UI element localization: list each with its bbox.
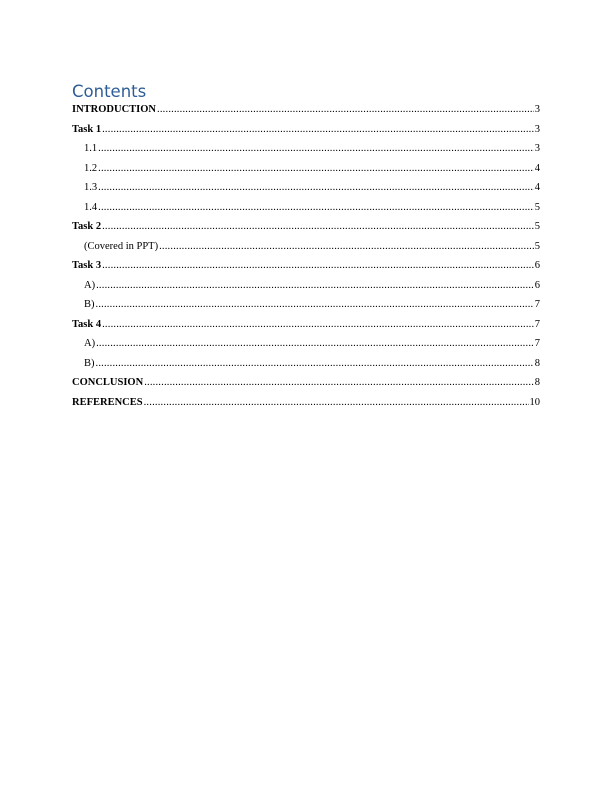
toc-entry-page-number: 4 <box>534 162 540 174</box>
toc-entry-label: Task 1 <box>72 123 102 135</box>
toc-entry-page-number: 3 <box>534 104 540 115</box>
toc-entry-page-number: 10 <box>529 396 540 408</box>
toc-entry-label: Task 2 <box>72 221 102 232</box>
toc-entry[interactable] <box>72 202 540 222</box>
dot-leader <box>102 260 534 271</box>
toc-list <box>72 104 540 416</box>
toc-entry-page-number: 6 <box>534 260 540 271</box>
toc-entry[interactable] <box>72 397 540 417</box>
toc-entry-label: REFERENCES <box>72 396 143 408</box>
toc-entry-page-number: 6 <box>534 279 540 291</box>
toc-entry-label: B) <box>84 357 95 369</box>
dot-leader <box>98 143 534 154</box>
dot-leader <box>102 221 534 232</box>
toc-entry-page-number: 5 <box>534 201 540 213</box>
toc-entry-page-number: 3 <box>534 123 540 135</box>
dot-leader <box>96 338 534 349</box>
dot-leader <box>102 319 534 330</box>
toc-entry-label: 1.2 <box>84 162 98 174</box>
dot-leader <box>98 163 534 174</box>
toc-entry-page-number: 7 <box>534 338 540 349</box>
toc-entry[interactable] <box>72 377 540 397</box>
toc-entry[interactable] <box>72 241 540 261</box>
dot-leader <box>102 124 534 135</box>
toc-entry[interactable] <box>72 182 540 202</box>
dot-leader <box>144 397 529 408</box>
toc-entry-label: 1.1 <box>84 143 98 154</box>
dot-leader <box>157 104 534 115</box>
toc-heading: Contents <box>72 82 147 101</box>
toc-entry-label: A) <box>84 338 96 349</box>
toc-entry[interactable] <box>72 221 540 241</box>
toc-entry[interactable] <box>72 319 540 339</box>
toc-entry[interactable] <box>72 143 540 163</box>
dot-leader <box>96 280 534 291</box>
toc-entry-label: INTRODUCTION <box>72 104 157 115</box>
dot-leader <box>96 358 534 369</box>
toc-entry-page-number: 3 <box>534 143 540 154</box>
toc-entry-page-number: 5 <box>534 221 540 232</box>
toc-entry[interactable] <box>72 104 540 124</box>
toc-entry-page-number: 7 <box>534 318 540 330</box>
dot-leader <box>96 299 534 310</box>
dot-leader <box>98 182 534 193</box>
toc-entry-label: B) <box>84 299 95 310</box>
toc-entry-label: A) <box>84 279 96 291</box>
dot-leader <box>98 202 534 213</box>
toc-entry-page-number: 7 <box>534 299 540 310</box>
toc-entry[interactable] <box>72 280 540 300</box>
toc-entry-label: Task 4 <box>72 318 102 330</box>
toc-entry[interactable] <box>72 163 540 183</box>
toc-entry-label: (Covered in PPT) <box>84 240 159 252</box>
toc-entry-page-number: 5 <box>534 240 540 252</box>
toc-entry-label: 1.4 <box>84 201 98 213</box>
toc-entry-page-number: 8 <box>534 377 540 388</box>
toc-entry[interactable] <box>72 124 540 144</box>
toc-entry-label: 1.3 <box>84 182 98 193</box>
dot-leader <box>159 241 534 252</box>
toc-entry-label: Task 3 <box>72 260 102 271</box>
toc-entry[interactable] <box>72 338 540 358</box>
document-page <box>72 82 540 416</box>
toc-entry[interactable] <box>72 299 540 319</box>
toc-entry-label: CONCLUSION <box>72 377 144 388</box>
toc-entry-page-number: 4 <box>534 182 540 193</box>
dot-leader <box>144 377 534 388</box>
toc-entry[interactable] <box>72 358 540 378</box>
toc-entry-page-number: 8 <box>534 357 540 369</box>
toc-entry[interactable] <box>72 260 540 280</box>
